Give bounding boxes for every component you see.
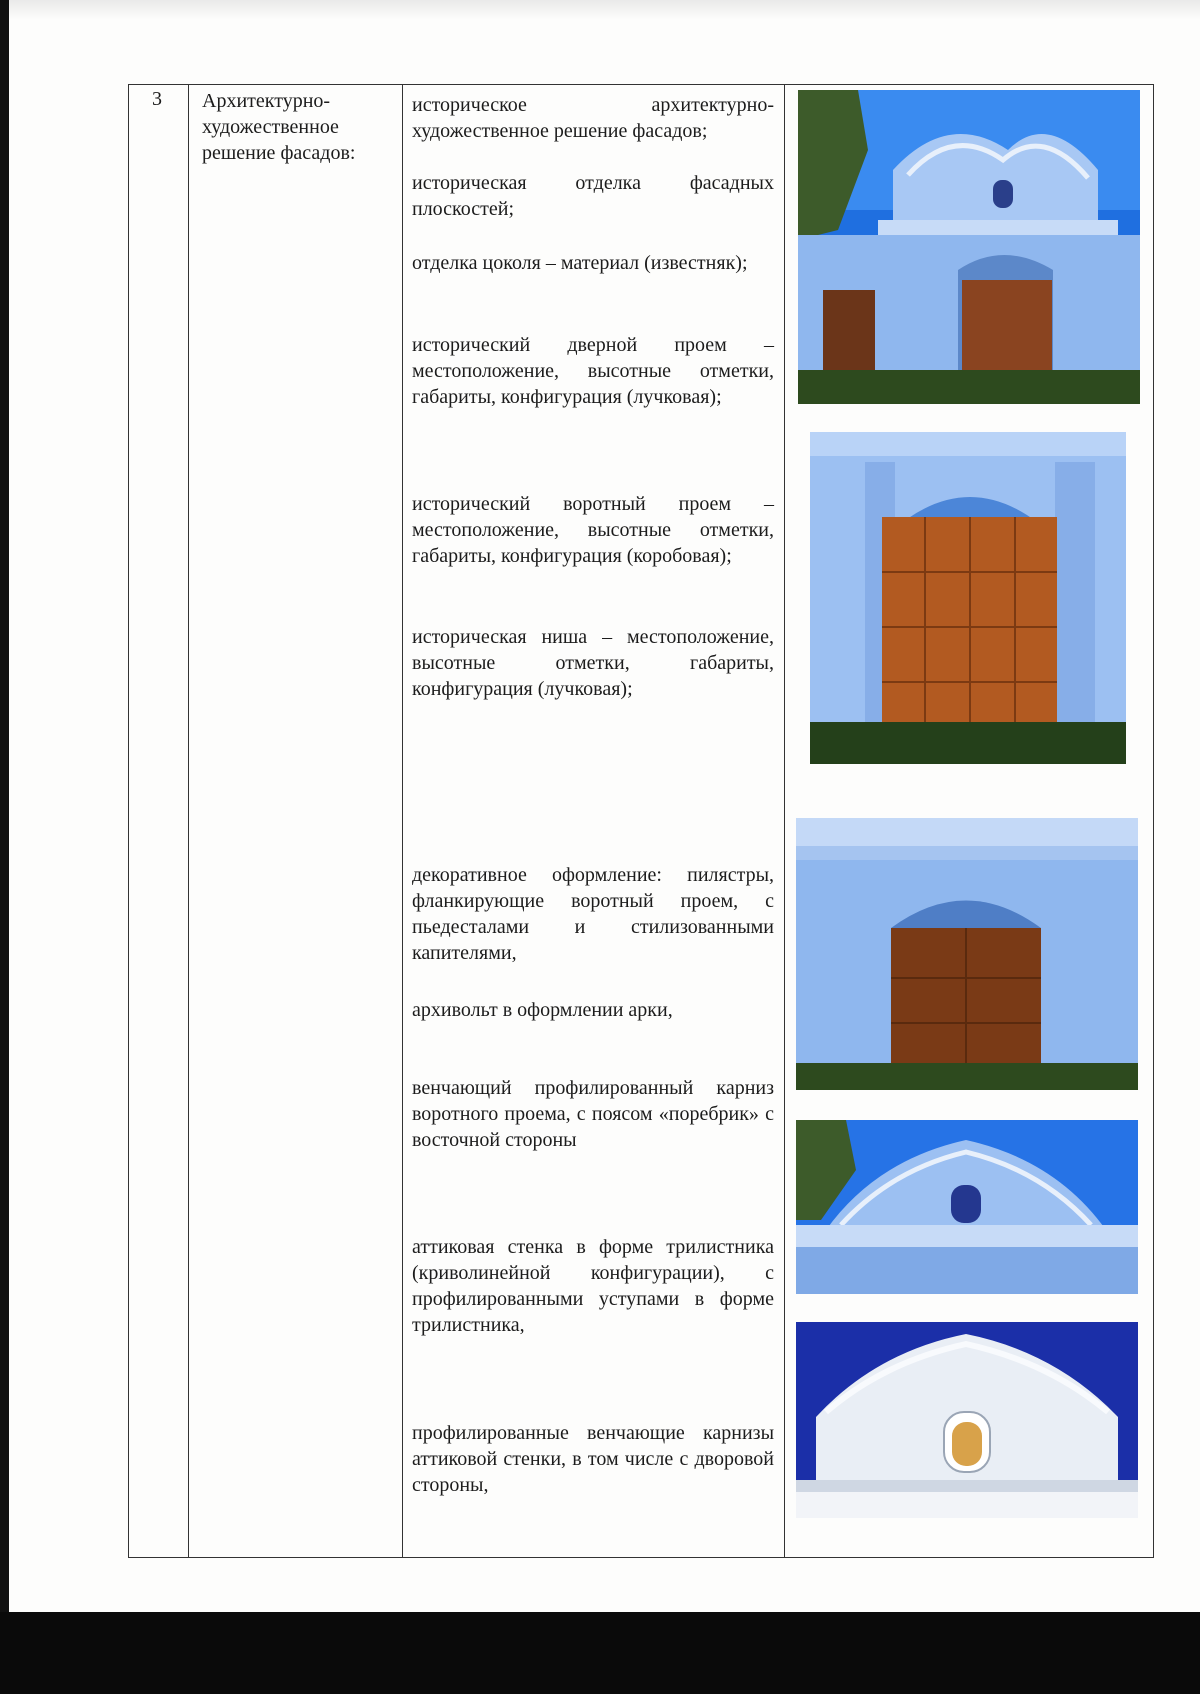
paragraph-9: венчающий профилированный карниз воротного проема, с поясом «поребрик» с восточной стороны: [412, 1077, 774, 1151]
scan-left-edge: [0, 0, 9, 1694]
paragraph-5: исторический воротный проем – местоположение, высотные отметки, габариты, конфигурация (коробовая);: [412, 493, 774, 567]
paragraph-7: декоративное оформление: пилястры, фланкирующие воротный проем, с пьедесталами и стилизованными капителями,: [412, 864, 774, 964]
gate-opening-closeup-icon: [810, 432, 1126, 764]
paragraph-11: профилированные венчающие карнизы аттиковой стенки, в том числе с дворовой стороны,: [412, 1422, 774, 1496]
column-divider-2: [402, 84, 403, 1558]
gate-front-view-icon: [796, 818, 1138, 1090]
row-number: 3: [152, 88, 162, 110]
column-divider-1: [188, 84, 189, 1558]
paragraph-10: аттиковая стенка в форме трилистника (криволинейной конфигурации), с профилированными уступами в форме трилистника,: [412, 1236, 774, 1336]
scan-bottom-bar: [0, 1612, 1200, 1694]
attic-wall-closeup-icon: [796, 1322, 1138, 1518]
paragraph-3: отделка цоколя – материал (известняк);: [412, 252, 748, 274]
attic-wall-icon: [796, 1120, 1138, 1294]
gate-opening-closeup-photo: [810, 432, 1126, 764]
row-title: Архитектурно-художественное решение фасадов:: [202, 90, 356, 164]
gate-full-view-icon: [798, 90, 1140, 404]
gate-full-view-photo: [798, 90, 1140, 404]
paragraph-6: историческая ниша – местоположение, высотные отметки, габариты, конфигурация (лучковая);: [412, 626, 774, 700]
paragraph-8: архивольт в оформлении арки,: [412, 999, 673, 1021]
attic-wall-closeup-photo: [796, 1322, 1138, 1518]
scan-top-shade: [9, 0, 1200, 20]
paragraph-1: историческое архитектурно-художественное решение фасадов;: [412, 94, 774, 142]
column-divider-3: [784, 84, 785, 1558]
paragraph-4: исторический дверной проем – местоположение, высотные отметки, габариты, конфигурация (лучковая);: [412, 334, 774, 408]
paragraph-2: историческая отделка фасадных плоскостей;: [412, 172, 774, 220]
attic-wall-photo: [796, 1120, 1138, 1294]
gate-front-view-photo: [796, 818, 1138, 1090]
